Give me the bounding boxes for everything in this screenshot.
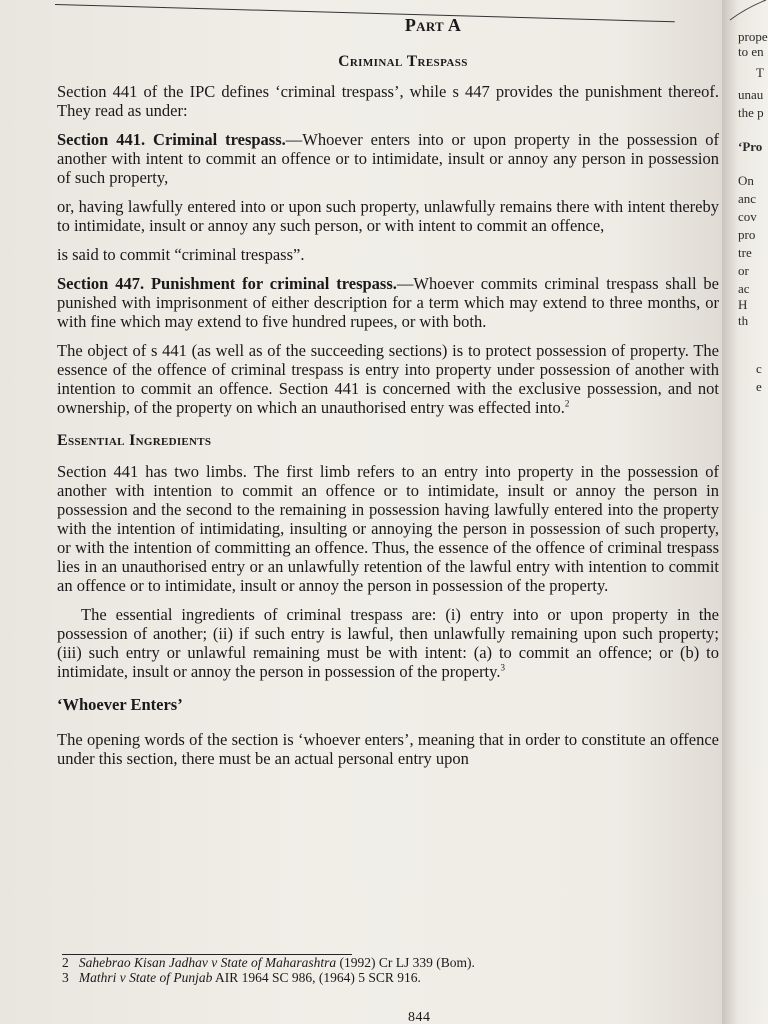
ingredients-paragraph: [57, 605, 719, 681]
edge-fragment: tre: [738, 245, 752, 260]
edge-fragment: ac: [738, 281, 750, 296]
footnote-ref-2[interactable]: 2: [564, 398, 570, 409]
main-text: [57, 14, 719, 778]
edge-fragment: prope: [738, 29, 768, 44]
section-447-paragraph: [57, 274, 719, 331]
section-441-conclusion: is said to commit “criminal trespass”.: [57, 245, 305, 264]
footnote-number: 2: [62, 955, 69, 970]
footnote-case-name: Mathri v State of Punjab: [78, 970, 213, 985]
edge-fragment: H: [738, 297, 748, 312]
edge-fragment: the p: [738, 105, 764, 120]
edge-fragment: e: [756, 379, 762, 394]
footnote-citation: (1992) Cr LJ 339 (Bom).: [336, 955, 475, 970]
section-447-text: —Whoever commits criminal trespass shall be punished with imprisonment of either description for a term which may extend to three months, or with fine which may extend to five hundred rupees, or with both.: [57, 274, 719, 331]
section-441-continuation: or, having lawfully entered into or upon such property, unlawfully remains there with intent thereby to intimidate, insult or annoy any such person, or with intent to commit an offence,: [57, 197, 719, 235]
edge-fragment: c: [756, 361, 762, 376]
edge-fragment: cov: [738, 209, 757, 224]
two-limbs-paragraph: Section 441 has two limbs. The first limb refers to an entry into property in the possession of another with intention to commit an offence or to intimidate, insult or annoy the person in possession and the second to the remaining in possession having lawfully entered into the property with the intention of intimidating, insulting or annoying the person in possession of such property, or with the intention of committing an offence. Thus, the essence of the offence of criminal trespass lies in an unauthorised entry or an unlawfully retention of the lawful entry with intention to commit an offence or to intimidate, insult or annoy the person in possession of the property.: [57, 462, 719, 595]
footnote-ref-3[interactable]: 3: [500, 662, 505, 673]
footnote-citation: AIR 1964 SC 986, (1964) 5 SCR 916.: [212, 970, 421, 985]
facing-page-fragments: [736, 0, 768, 1024]
edge-fragment: to en: [738, 44, 764, 59]
edge-fragment: T: [756, 65, 764, 80]
footnotes: [62, 955, 702, 985]
object-text: The object of s 441 (as well as of the succeeding sections) is to protect possession of property. The essence of the offence of criminal trespass is entry into property under possession of another with intention to commit an offence. Section 441 is concerned with the exclusive possession, and not ownership, of the property on which an unauthorised entry was effected into.: [57, 341, 719, 417]
section-441-text: —Whoever enters into or upon property in the possession of another with intent to commit an offence or to intimidate, insult or annoy any person in possession of such property,: [57, 130, 719, 187]
essential-ingredients-heading: Essential Ingredients: [57, 432, 212, 449]
part-heading: Part A: [404, 15, 462, 35]
footnote-case-name: Sahebrao Kisan Jadhav v State of Maharashtra: [78, 955, 337, 970]
footnote-2: [62, 955, 702, 970]
edge-fragment: anc: [738, 191, 757, 206]
whoever-enters-paragraph: The opening words of the section is ‘whoever enters’, meaning that in order to constitute an offence under this section, there must be an actual personal entry upon: [57, 730, 719, 768]
edge-fragment: or: [738, 263, 749, 278]
section-title: Criminal Trespass: [338, 53, 468, 70]
footnote-number: 3: [62, 970, 69, 985]
section-441-label: Section 441. Criminal trespass.: [57, 130, 286, 149]
object-paragraph: [57, 341, 719, 417]
edge-fragment: On: [738, 173, 754, 188]
edge-fragment: th: [738, 313, 749, 328]
section-441-paragraph: [57, 130, 719, 187]
whoever-enters-heading: ‘Whoever Enters’: [57, 695, 183, 714]
footnote-3: [62, 970, 702, 985]
ingredients-text: The essential ingredients of criminal trespass are: (i) entry into or upon property in the possession of another; (ii) if such entry is lawful, then unlawfully remaining upon such property; (iii) such entry or unlawful remaining must be with intent: (a) to commit an offence; or (b) to intimidate, insult or annoy the person in possession of the property.: [57, 605, 719, 681]
edge-fragment: unau: [738, 87, 764, 102]
intro-paragraph: Section 441 of the IPC defines ‘criminal trespass’, while s 447 provides the punishment thereof. They read as under:: [57, 82, 719, 120]
section-447-label: Section 447. Punishment for criminal trespass.: [57, 274, 397, 293]
page-number: 844: [408, 1010, 431, 1024]
edge-fragment: ‘Pro: [738, 139, 763, 154]
edge-fragment: pro: [738, 227, 756, 242]
